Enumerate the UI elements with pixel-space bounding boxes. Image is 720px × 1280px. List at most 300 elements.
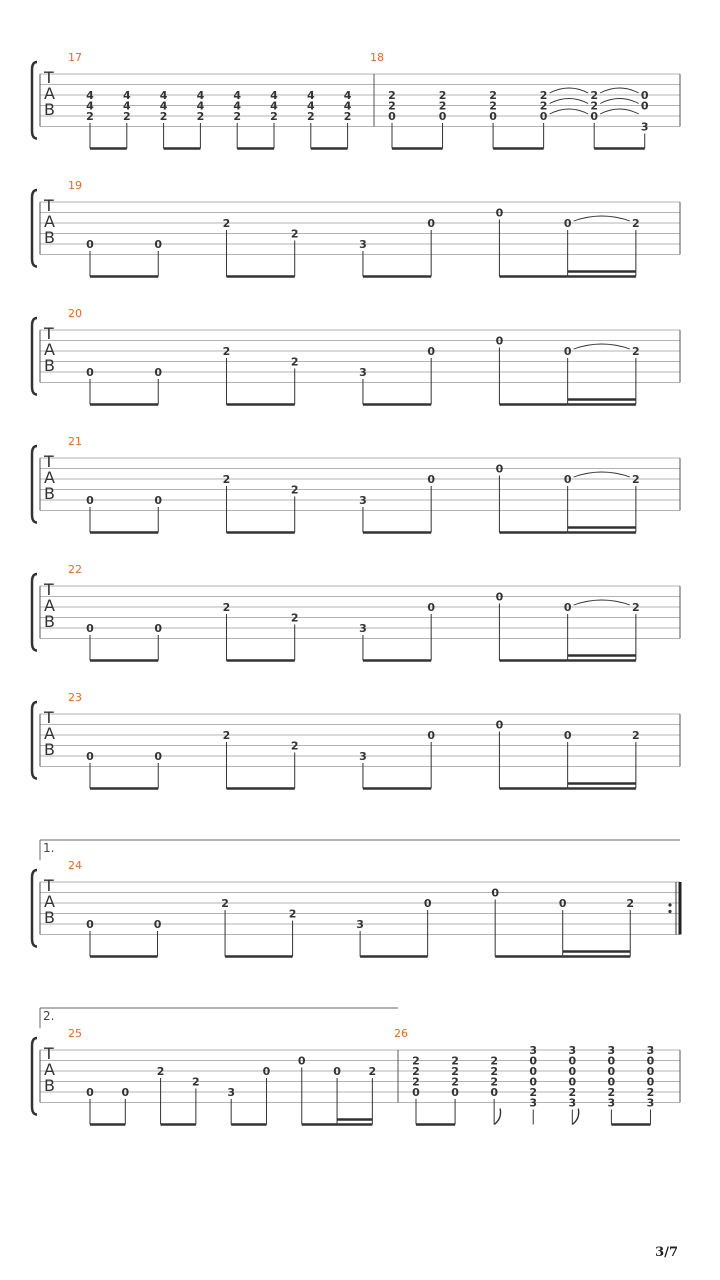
- measure-26: [394, 1027, 680, 1125]
- fret-number: 0: [154, 750, 163, 763]
- tie-arc: [574, 344, 630, 349]
- measure-22: [68, 563, 680, 661]
- note-event: [86, 238, 94, 277]
- system-brace: [32, 1038, 37, 1115]
- system-brace: [32, 446, 37, 523]
- fret-number: 2: [438, 89, 447, 102]
- fret-number: 0: [451, 1086, 459, 1099]
- fret-number: 3: [359, 750, 367, 763]
- tab-label-letter: B: [44, 100, 55, 119]
- fret-number: 4: [159, 99, 168, 113]
- note-event: [427, 345, 435, 405]
- note-event: [559, 897, 567, 957]
- note-event: [86, 1086, 94, 1125]
- fret-number: 3: [646, 1096, 655, 1110]
- fret-number: 0: [154, 366, 163, 379]
- tab-label-letter: T: [44, 452, 54, 471]
- fret-number: 0: [388, 110, 396, 123]
- note-event: [564, 729, 572, 789]
- fret-number: 0: [563, 217, 572, 230]
- note-event: [154, 238, 162, 277]
- note-event: [192, 1076, 200, 1125]
- fret-number: 2: [412, 1054, 420, 1068]
- note-event: [427, 473, 435, 533]
- fret-number: 0: [154, 238, 163, 251]
- note-event: [333, 1065, 341, 1125]
- tie-arc: [574, 472, 630, 477]
- note-event: [291, 356, 299, 405]
- tab-label-letter: T: [44, 1044, 54, 1063]
- note-event: [496, 335, 504, 405]
- fret-number: 0: [646, 1054, 655, 1068]
- fret-number: 3: [607, 1096, 616, 1110]
- note-event: [632, 473, 640, 533]
- tab-label-letter: A: [44, 212, 55, 231]
- fret-number: 0: [423, 897, 432, 910]
- fret-number: 2: [490, 1054, 498, 1068]
- note-event: [626, 897, 634, 957]
- fret-number: 0: [86, 366, 94, 379]
- note-event: [154, 750, 162, 789]
- note-event: [157, 1065, 165, 1125]
- tie-arc: [600, 109, 639, 114]
- fret-number: 0: [607, 1065, 616, 1078]
- fret-number: 3: [359, 366, 367, 379]
- fret-number: 0: [563, 729, 572, 742]
- tab-label-letter: T: [44, 196, 54, 215]
- note-event: [221, 897, 229, 957]
- note-event: [86, 494, 94, 533]
- fret-number: 2: [451, 1075, 459, 1089]
- fret-number: 4: [343, 89, 352, 102]
- fret-number: 0: [495, 590, 504, 604]
- note-event: [86, 89, 94, 149]
- fret-number: 2: [290, 611, 299, 625]
- note-event: [496, 591, 504, 661]
- note-event: [369, 1065, 377, 1125]
- note-event: [496, 207, 504, 277]
- fret-number: 0: [529, 1075, 538, 1089]
- note-event: [223, 217, 231, 277]
- fret-number: 0: [563, 601, 572, 614]
- fret-number: 2: [270, 110, 278, 123]
- note-event: [154, 366, 162, 405]
- fret-number: 2: [490, 1075, 498, 1089]
- fret-number: 2: [86, 110, 94, 123]
- note-event: [427, 729, 435, 789]
- fret-number: 0: [333, 1065, 341, 1078]
- note-event: [632, 729, 640, 789]
- fret-number: 2: [222, 217, 231, 230]
- note-event: [298, 1055, 306, 1125]
- tab-label-letter: B: [44, 484, 55, 503]
- fret-number: 2: [368, 1065, 377, 1078]
- tab-label-letter: B: [44, 228, 55, 247]
- note-event: [489, 89, 497, 149]
- tab-system-8: [32, 1008, 680, 1125]
- fret-number: 3: [529, 1096, 538, 1110]
- note-event: [291, 612, 299, 661]
- tie-arc: [600, 99, 639, 104]
- tie-arc: [574, 216, 630, 221]
- fret-number: 2: [632, 601, 640, 614]
- note-event: [291, 740, 299, 789]
- note-event: [344, 89, 352, 149]
- tab-label-letter: B: [44, 1076, 55, 1095]
- tab-label-letter: B: [44, 740, 55, 759]
- fret-number: 0: [563, 345, 572, 358]
- note-event: [490, 1055, 500, 1125]
- fret-number: 2: [222, 473, 231, 486]
- fret-number: 0: [646, 1075, 655, 1089]
- fret-number: 2: [632, 217, 640, 230]
- fret-number: 2: [221, 897, 229, 910]
- note-event: [564, 472, 630, 533]
- fret-number: 3: [359, 238, 367, 251]
- tab-label-letter: T: [44, 876, 54, 895]
- fret-number: 0: [495, 334, 504, 348]
- fret-number: 2: [388, 89, 396, 102]
- fret-number: 0: [154, 494, 163, 507]
- fret-number: 4: [86, 89, 94, 102]
- fret-number: 4: [159, 89, 168, 102]
- fret-number: 2: [539, 89, 548, 102]
- fret-number: 0: [438, 110, 447, 123]
- tie-arc: [600, 88, 639, 93]
- fret-number: 2: [412, 1075, 420, 1089]
- fret-number: 2: [222, 601, 231, 614]
- tab-system-7: [32, 840, 680, 957]
- fret-number: 0: [262, 1065, 271, 1078]
- note-event: [223, 729, 231, 789]
- fret-number: 0: [539, 110, 548, 123]
- fret-number: 2: [222, 345, 231, 358]
- fret-number: 0: [568, 1054, 577, 1068]
- tab-system-6: [32, 691, 680, 789]
- fret-number: 2: [438, 99, 447, 113]
- measure-18: [370, 51, 680, 149]
- measure-number: 26: [394, 1027, 408, 1040]
- page-number: 3/7: [655, 1245, 678, 1260]
- tab-label-letter: A: [44, 468, 55, 487]
- fret-number: 0: [607, 1054, 616, 1068]
- note-event: [359, 366, 367, 405]
- fret-number: 0: [495, 718, 504, 732]
- tab-label-letter: A: [44, 1060, 55, 1079]
- fret-number: 3: [359, 494, 367, 507]
- fret-number: 0: [86, 622, 94, 635]
- system-brace: [32, 574, 37, 651]
- fret-number: 3: [529, 1044, 538, 1057]
- note-event: [608, 1044, 616, 1125]
- note-event: [496, 463, 504, 533]
- note-event: [86, 750, 94, 789]
- note-event: [359, 494, 367, 533]
- note-event: [154, 918, 162, 957]
- fret-number: 4: [196, 99, 205, 113]
- tab-label-letter: T: [44, 708, 54, 727]
- note-event: [223, 345, 231, 405]
- volta-label: 1.: [43, 841, 55, 855]
- note-event: [632, 217, 640, 277]
- fret-number: 3: [568, 1044, 577, 1057]
- fret-number: 2: [222, 729, 231, 742]
- note-event: [154, 494, 162, 533]
- fret-number: 0: [86, 918, 94, 931]
- fret-number: 0: [568, 1065, 577, 1078]
- fret-number: 0: [529, 1054, 538, 1068]
- note-event: [86, 918, 94, 957]
- tab-label-letter: B: [44, 356, 55, 375]
- fret-number: 2: [156, 1065, 165, 1078]
- fret-number: 0: [489, 110, 497, 123]
- fret-number: 3: [227, 1086, 236, 1099]
- fret-number: 2: [489, 99, 497, 113]
- fret-number: 2: [490, 1065, 498, 1078]
- fret-number: 2: [412, 1065, 420, 1078]
- fret-number: 2: [489, 89, 497, 102]
- fret-number: 2: [290, 483, 299, 497]
- fret-number: 2: [590, 99, 599, 113]
- note-flag: [572, 1109, 578, 1125]
- note-event: [496, 719, 504, 789]
- measure-20: [68, 307, 680, 405]
- note-event: [197, 89, 205, 149]
- fret-number: 2: [388, 99, 396, 113]
- note-event: [227, 1086, 235, 1125]
- note-event: [564, 600, 630, 661]
- measure-21: [68, 435, 680, 533]
- tab-system-1: [32, 51, 680, 149]
- tab-label-letter: A: [44, 596, 55, 615]
- note-event: [356, 918, 364, 957]
- note-event: [412, 1055, 420, 1125]
- note-event: [491, 887, 499, 957]
- tab-system-3: [32, 307, 680, 405]
- note-event: [564, 344, 630, 405]
- note-event: [291, 228, 299, 277]
- system-brace: [32, 62, 37, 139]
- fret-number: 0: [640, 99, 649, 113]
- fret-number: 2: [288, 907, 297, 921]
- measure-number: 24: [68, 859, 82, 872]
- fret-number: 0: [427, 601, 436, 614]
- fret-number: 0: [563, 473, 572, 486]
- note-event: [424, 897, 432, 957]
- tie-arc: [550, 109, 589, 114]
- measure-17: [68, 51, 374, 149]
- fret-number: 3: [646, 1044, 655, 1057]
- note-event: [86, 366, 94, 405]
- system-brace: [32, 702, 37, 779]
- fret-number: 0: [646, 1065, 655, 1078]
- note-event: [451, 1055, 459, 1125]
- note-event: [427, 601, 435, 661]
- system-brace: [32, 318, 37, 395]
- fret-number: 2: [290, 355, 299, 369]
- fret-number: 2: [122, 110, 131, 123]
- fret-number: 0: [412, 1086, 420, 1099]
- fret-number: 0: [86, 238, 94, 251]
- note-event: [590, 88, 638, 149]
- note-event: [270, 89, 278, 149]
- fret-number: 2: [343, 110, 352, 123]
- note-event: [568, 1044, 578, 1125]
- note-event: [388, 89, 396, 149]
- fret-number: 0: [558, 897, 567, 910]
- fret-number: 3: [359, 622, 367, 635]
- tab-label-letter: T: [44, 580, 54, 599]
- fret-number: 2: [607, 1086, 616, 1099]
- measure-24: [68, 859, 680, 957]
- fret-number: 4: [86, 99, 94, 113]
- repeat-dot: [668, 910, 671, 913]
- tab-label-letter: T: [44, 324, 54, 343]
- fret-number: 2: [306, 110, 315, 123]
- fret-number: 0: [640, 89, 649, 102]
- note-event: [564, 216, 630, 277]
- note-event: [121, 1086, 129, 1125]
- fret-number: 0: [495, 206, 504, 220]
- fret-number: 0: [427, 729, 436, 742]
- fret-number: 0: [297, 1054, 306, 1068]
- tab-label-letter: A: [44, 892, 55, 911]
- tab-label-letter: B: [44, 612, 55, 631]
- note-event: [160, 89, 168, 149]
- fret-number: 2: [632, 345, 640, 358]
- fret-number: 2: [233, 110, 242, 123]
- tab-label-letter: B: [44, 908, 55, 927]
- fret-number: 0: [529, 1065, 538, 1078]
- note-event: [223, 473, 231, 533]
- tab-label-letter: T: [44, 68, 54, 87]
- measure-23: [68, 691, 680, 789]
- tie-arc: [550, 99, 589, 104]
- measure-number: 21: [68, 435, 82, 448]
- tab-label-letter: A: [44, 84, 55, 103]
- measure-number: 19: [68, 179, 82, 192]
- fret-number: 2: [159, 110, 168, 123]
- tab-label-letter: A: [44, 724, 55, 743]
- note-event: [263, 1065, 271, 1125]
- measure-25: [68, 1027, 398, 1125]
- fret-number: 4: [122, 99, 131, 113]
- fret-number: 4: [306, 99, 315, 113]
- note-event: [291, 484, 299, 533]
- fret-number: 2: [196, 110, 205, 123]
- fret-number: 0: [153, 918, 162, 931]
- tab-system-4: [32, 435, 680, 533]
- fret-number: 4: [196, 89, 205, 102]
- note-flag: [494, 1109, 500, 1125]
- fret-number: 0: [154, 622, 163, 635]
- fret-number: 2: [451, 1054, 459, 1068]
- tie-arc: [550, 88, 589, 93]
- measure-number: 20: [68, 307, 82, 320]
- note-event: [223, 601, 231, 661]
- fret-number: 2: [632, 473, 640, 486]
- note-event: [427, 217, 435, 277]
- fret-number: 4: [270, 89, 278, 102]
- fret-number: 4: [306, 89, 315, 102]
- note-event: [632, 345, 640, 405]
- fret-number: 4: [343, 99, 352, 113]
- fret-number: 0: [495, 462, 504, 476]
- fret-number: 0: [86, 1086, 94, 1099]
- measure-number: 18: [370, 51, 384, 64]
- fret-number: 0: [590, 110, 599, 123]
- fret-number: 0: [86, 494, 94, 507]
- note-event: [641, 89, 649, 149]
- system-brace: [32, 870, 37, 947]
- note-event: [632, 601, 640, 661]
- fret-number: 4: [122, 89, 131, 102]
- fret-number: 0: [491, 886, 500, 900]
- fret-number: 3: [568, 1096, 577, 1110]
- fret-number: 0: [568, 1075, 577, 1089]
- fret-number: 0: [121, 1086, 130, 1099]
- note-event: [307, 89, 315, 149]
- fret-number: 2: [290, 227, 299, 241]
- fret-number: 3: [607, 1044, 616, 1057]
- fret-number: 0: [490, 1086, 498, 1099]
- fret-number: 0: [427, 345, 436, 358]
- repeat-dot: [668, 903, 671, 906]
- fret-number: 0: [427, 217, 436, 230]
- note-event: [154, 622, 162, 661]
- fret-number: 2: [626, 897, 635, 910]
- fret-number: 2: [590, 89, 599, 102]
- measure-number: 22: [68, 563, 82, 576]
- fret-number: 4: [233, 99, 242, 113]
- fret-number: 0: [427, 473, 436, 486]
- note-event: [540, 88, 588, 149]
- volta-label: 2.: [43, 1009, 55, 1023]
- fret-number: 2: [539, 99, 548, 113]
- note-event: [233, 89, 241, 149]
- tab-system-2: [32, 179, 680, 277]
- measure-number: 23: [68, 691, 82, 704]
- fret-number: 0: [607, 1075, 616, 1089]
- note-event: [359, 750, 367, 789]
- fret-number: 2: [451, 1065, 459, 1078]
- tab-system-5: [32, 563, 680, 661]
- fret-number: 2: [632, 729, 640, 742]
- fret-number: 2: [192, 1075, 200, 1089]
- tie-arc: [574, 600, 630, 605]
- fret-number: 2: [646, 1086, 655, 1099]
- note-event: [359, 622, 367, 661]
- note-event: [647, 1044, 655, 1125]
- fret-number: 4: [233, 89, 242, 102]
- fret-number: 2: [568, 1086, 577, 1099]
- fret-number: 3: [356, 918, 364, 931]
- note-event: [86, 622, 94, 661]
- note-event: [359, 238, 367, 277]
- fret-number: 4: [270, 99, 278, 113]
- measure-number: 25: [68, 1027, 82, 1040]
- note-event: [529, 1044, 537, 1125]
- note-event: [123, 89, 131, 149]
- fret-number: 2: [290, 739, 299, 753]
- note-event: [439, 89, 447, 149]
- note-event: [289, 908, 297, 957]
- fret-number: 2: [529, 1086, 538, 1099]
- tab-label-letter: A: [44, 340, 55, 359]
- measure-19: [68, 179, 680, 277]
- system-brace: [32, 190, 37, 267]
- measure-number: 17: [68, 51, 82, 64]
